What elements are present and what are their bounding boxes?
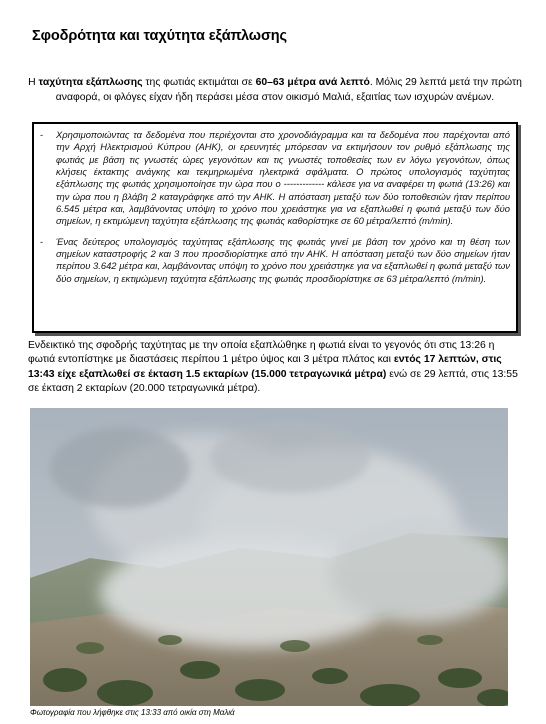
calculation-text-1: Χρησιμοποιώντας τα δεδομένα που περιέχονται στο χρονοδιάγραμμα και τα δεδομένα που παρέχονται από την Αρχή Ηλεκτρισμού Κύπρου (ΑΗΚ), οι ερευνητές μπόρεσαν να εκτιμήσουν τον ρυθμό εξάπλωσης της φωτιάς με βάση τις γνωστές ώρες γεγονότων και τις γνωστές τοποθεσίες των εν λόγω γεγονότων, όπως κλήσεις έκτακτης ανάγκης και τεκμηριωμένα ηλεκτρικά σφάλματα. Ο πρώτος υπολογισμός ταχύτητας εξάπλωσης της φωτιάς χρησιμοποίησε την ώρα που ο ------------- κάλεσε για να αναφέρει τη φωτιά (13:26) και την ώρα που η βλάβη 2 καταγράφηκε από την ΑΗΚ. Η απόσταση μεταξύ των δύο τοποθεσιών ήταν περίπου 6.545 μέτρα και, λαμβάνοντας υπόψη το χρόνο που χρειάστηκε για να εξαπλωθεί η φωτιά μεταξύ των δύο σημείων, η εκτιμώμενη ταχύτητα εξάπλωσης της φωτιάς καθορίστηκε σε 60 μέτρα/λεπτό (m/min). [56, 129, 510, 227]
speed-text-2: ενώ σε 29 λεπτά, στις 13:55 σε έκταση 2 εκταρίων (20.000 τετραγωνικά μέτρα). [28, 368, 518, 395]
photo-caption: Φωτογραφία που λήφθηκε στις 13:33 από οικία στη Μαλιά [30, 708, 235, 717]
intro-bold-rate: 60–63 μέτρα ανά λεπτό [255, 77, 370, 88]
speed-bold: εντός 17 λεπτών, στις 13:43 είχε εξαπλωθεί σε έκταση 1.5 εκταρίων (15.000 τετραγωνικά μέτρα) [28, 354, 502, 380]
calculation-item-1 [40, 129, 510, 228]
bullet-dash: - [40, 235, 44, 247]
section-heading: Σφοδρότητα και ταχύτητα εξάπλωσης [32, 28, 287, 44]
intro-text-1: Η [28, 77, 39, 88]
intro-paragraph [28, 76, 522, 105]
calculation-text-2: Ένας δεύτερος υπολογισμός ταχύτητας εξάπλωσης της φωτιάς γινεί με βάση τον χρόνο και τη θέση των σημείων καταστροφής 2 και 3 που προσδιορίστηκε από την ΑΗΚ. Η απόσταση μεταξύ των δύο σημείων ήταν περίπου 3.642 μέτρα και, λαμβάνοντας υπόψη το χρόνο που χρειάστηκε για να εξαπλωθεί η φωτιά μεταξύ των δύο σημείων, η εκτιμώμενη ταχύτητα εξάπλωσης της φωτιάς προσδιορίστηκε σε 63 μέτρα/λεπτό (m/min). [56, 235, 510, 284]
intro-bold-speed: ταχύτητα εξάπλωσης [38, 77, 143, 88]
calculation-box [32, 122, 518, 333]
speed-paragraph [28, 339, 524, 397]
bullet-dash: - [40, 129, 44, 140]
speed-text-1: Ενδεικτικό της σφοδρής ταχύτητας με την οποία εξαπλώθηκε η φωτιά είναι το γεγονός ότι στις 13:26 η φωτιά εντοπίστηκε με διαστάσεις περίπου 1 μέτρο ύψος και 3 μέτρα πλάτος και [28, 340, 495, 366]
intro-text-3: . Μόλις 29 λεπτά μετά την πρώτη αναφορά, οι φλόγες είχαν ήδη περάσει μέσα στον οικισμό Μαλιά, εξαιτίας των ισχυρών ανέμων. [55, 77, 522, 103]
calculation-item-2 [40, 236, 510, 285]
fire-smoke-photo [30, 408, 508, 706]
intro-text-2: της φωτιάς εκτιμάται σε [142, 77, 256, 88]
